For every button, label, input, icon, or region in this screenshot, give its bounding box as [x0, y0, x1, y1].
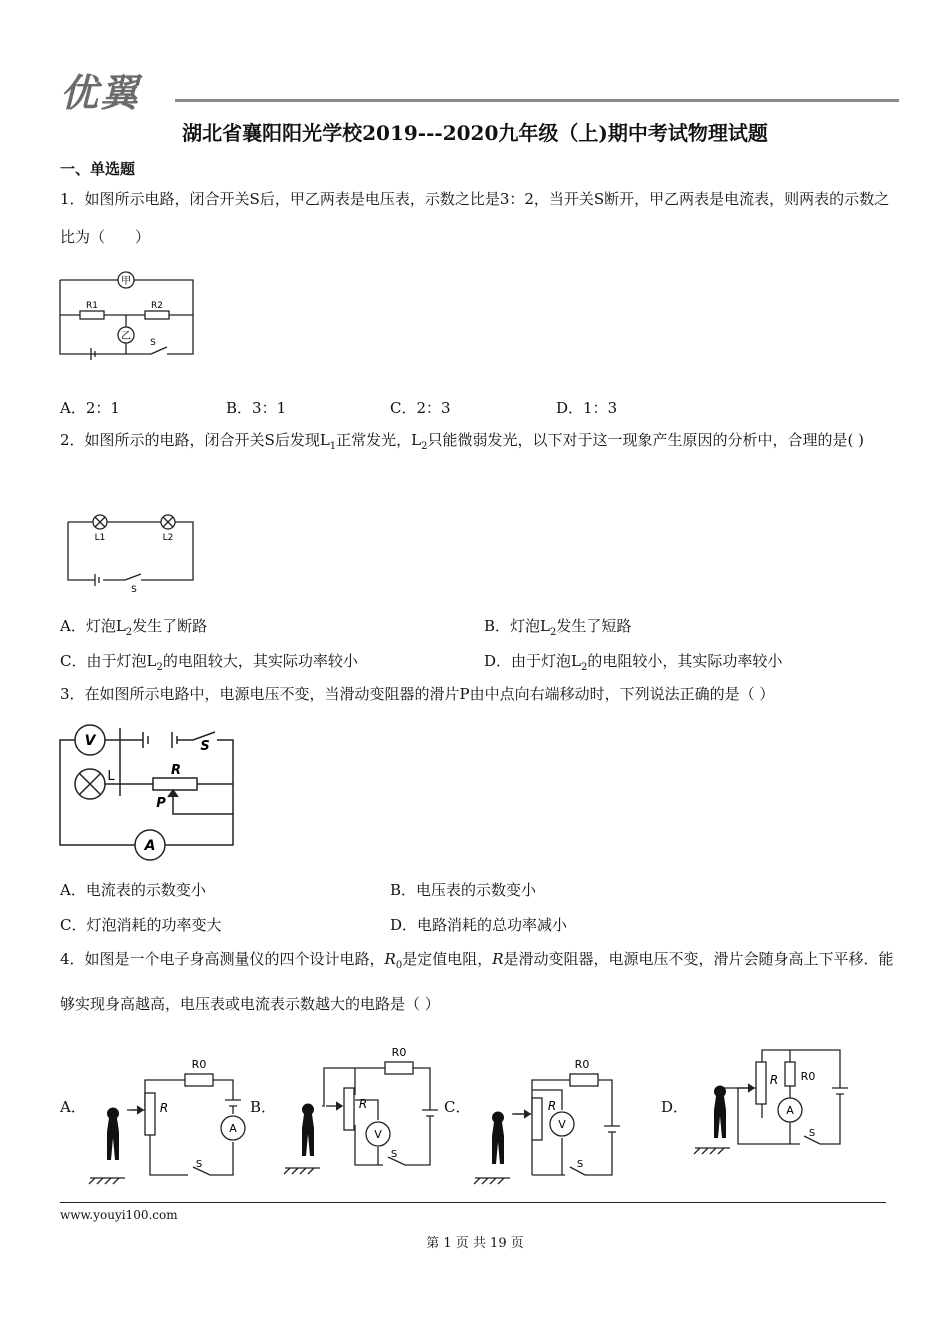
switch-label: S — [200, 739, 210, 754]
question-1-text: 1．如图所示电路，闭合开关S后，甲乙两表是电压表，示数之比是3：2，当开关S断开，甲乙两表是电流表，则两表的示数之比为（ ） — [60, 190, 890, 246]
ammeter-label: A — [144, 838, 156, 854]
meter-jia-label: 甲 — [121, 276, 131, 287]
q3-option-a[interactable]: A．电流表的示数变小 — [60, 881, 206, 899]
ammeter-label: A — [229, 1122, 237, 1135]
q2-option-c[interactable]: C．由于灯泡$L_2$的电阻较大，其实际功率较小 — [60, 652, 358, 673]
r0-label: R0 — [574, 1058, 590, 1071]
q3-circuit-diagram — [55, 718, 245, 861]
voltmeter-label: V — [558, 1118, 566, 1131]
q4-circuit-b — [280, 1040, 445, 1175]
lamp-label: L — [107, 769, 115, 784]
q4-option-b[interactable]: B． — [250, 1098, 277, 1116]
switch-label: S — [131, 585, 137, 595]
q1-option-c[interactable]: C．2：3 — [390, 399, 451, 417]
logo: 优翼 — [60, 71, 141, 115]
page-title: 湖北省襄阳阳光学校2019---2020九年级（上)期中考试物理试题 — [182, 121, 768, 145]
section-heading: 一、单选题 — [60, 160, 136, 178]
r0-label: R0 — [800, 1070, 816, 1083]
switch-label: S — [808, 1128, 816, 1139]
question-4-text: 4．如图是一个电子身高测量仪的四个设计电路，$R_0$是定值电阻，R是滑动变阻器，电源电压不变，滑片会随身高上下平移．能够实现身高越高，电压表或电流表示数越大的电路是（ ） — [60, 950, 894, 1013]
footer-divider — [60, 1202, 886, 1203]
r-label: R — [769, 1073, 779, 1087]
r-label: R — [358, 1097, 368, 1111]
switch-label: S — [576, 1159, 584, 1170]
q1-option-d[interactable]: D．1：3 — [556, 399, 618, 417]
ammeter-label: A — [786, 1104, 794, 1117]
q2-option-b[interactable]: B．灯泡$L_2$发生了短路 — [484, 617, 632, 638]
q4-circuit-c — [470, 1050, 645, 1185]
meter-yi-label: 乙 — [121, 331, 131, 342]
q1-option-a[interactable]: A．2：1 — [60, 399, 120, 417]
switch-label: S — [150, 338, 156, 348]
switch-label: S — [195, 1159, 203, 1170]
question-2-text: 2．如图所示的电路，闭合开关S后发现$L_1$正常发光，$L_2$只能微弱发光，以下对于这一现象产生原因的分析中，合理的是( ) — [60, 431, 864, 452]
page-number: 第 1 页 共 19 页 — [426, 1236, 524, 1251]
r0-label: R0 — [391, 1046, 407, 1059]
q4-circuit-a — [85, 1050, 250, 1185]
r0-label: R0 — [191, 1058, 207, 1071]
rheostat-label: R — [170, 763, 182, 778]
q3-option-c[interactable]: C．灯泡消耗的功率变大 — [60, 916, 222, 934]
resistor-r2-label: R2 — [151, 301, 163, 311]
voltmeter-label: V — [374, 1128, 382, 1141]
r-label: R — [547, 1099, 557, 1113]
q4-option-c[interactable]: C． — [444, 1098, 471, 1116]
voltmeter-label: V — [84, 733, 96, 749]
r-label: R — [159, 1101, 169, 1115]
slider-p-label: P — [156, 796, 166, 811]
q1-option-b[interactable]: B．3：1 — [226, 399, 287, 417]
q2-option-a[interactable]: A．灯泡$L_2$发生了断路 — [60, 617, 208, 638]
q4-option-a[interactable]: A． — [60, 1098, 86, 1116]
q2-option-d[interactable]: D．由于灯泡$L_2$的电阻较小，其实际功率较小 — [484, 652, 783, 673]
question-3-text: 3．在如图所示电路中，电源电压不变，当滑动变阻器的滑片P由中点向右端移动时，下列说法正确的是（ ） — [60, 685, 775, 703]
footer-website: www.youyi100.com — [60, 1208, 178, 1222]
q3-option-b[interactable]: B．电压表的示数变小 — [390, 881, 537, 899]
lamp-l1-label: L1 — [94, 533, 106, 543]
q2-circuit-diagram — [55, 508, 205, 596]
resistor-r1-label: R1 — [86, 301, 98, 311]
header-divider — [175, 99, 899, 102]
lamp-l2-label: L2 — [162, 533, 174, 543]
q1-circuit-diagram — [55, 268, 205, 360]
q3-option-d[interactable]: D．电路消耗的总功率减小 — [390, 916, 568, 934]
q4-option-d[interactable]: D． — [661, 1098, 689, 1116]
switch-label: S — [390, 1149, 398, 1160]
q4-circuit-d — [690, 1040, 860, 1160]
